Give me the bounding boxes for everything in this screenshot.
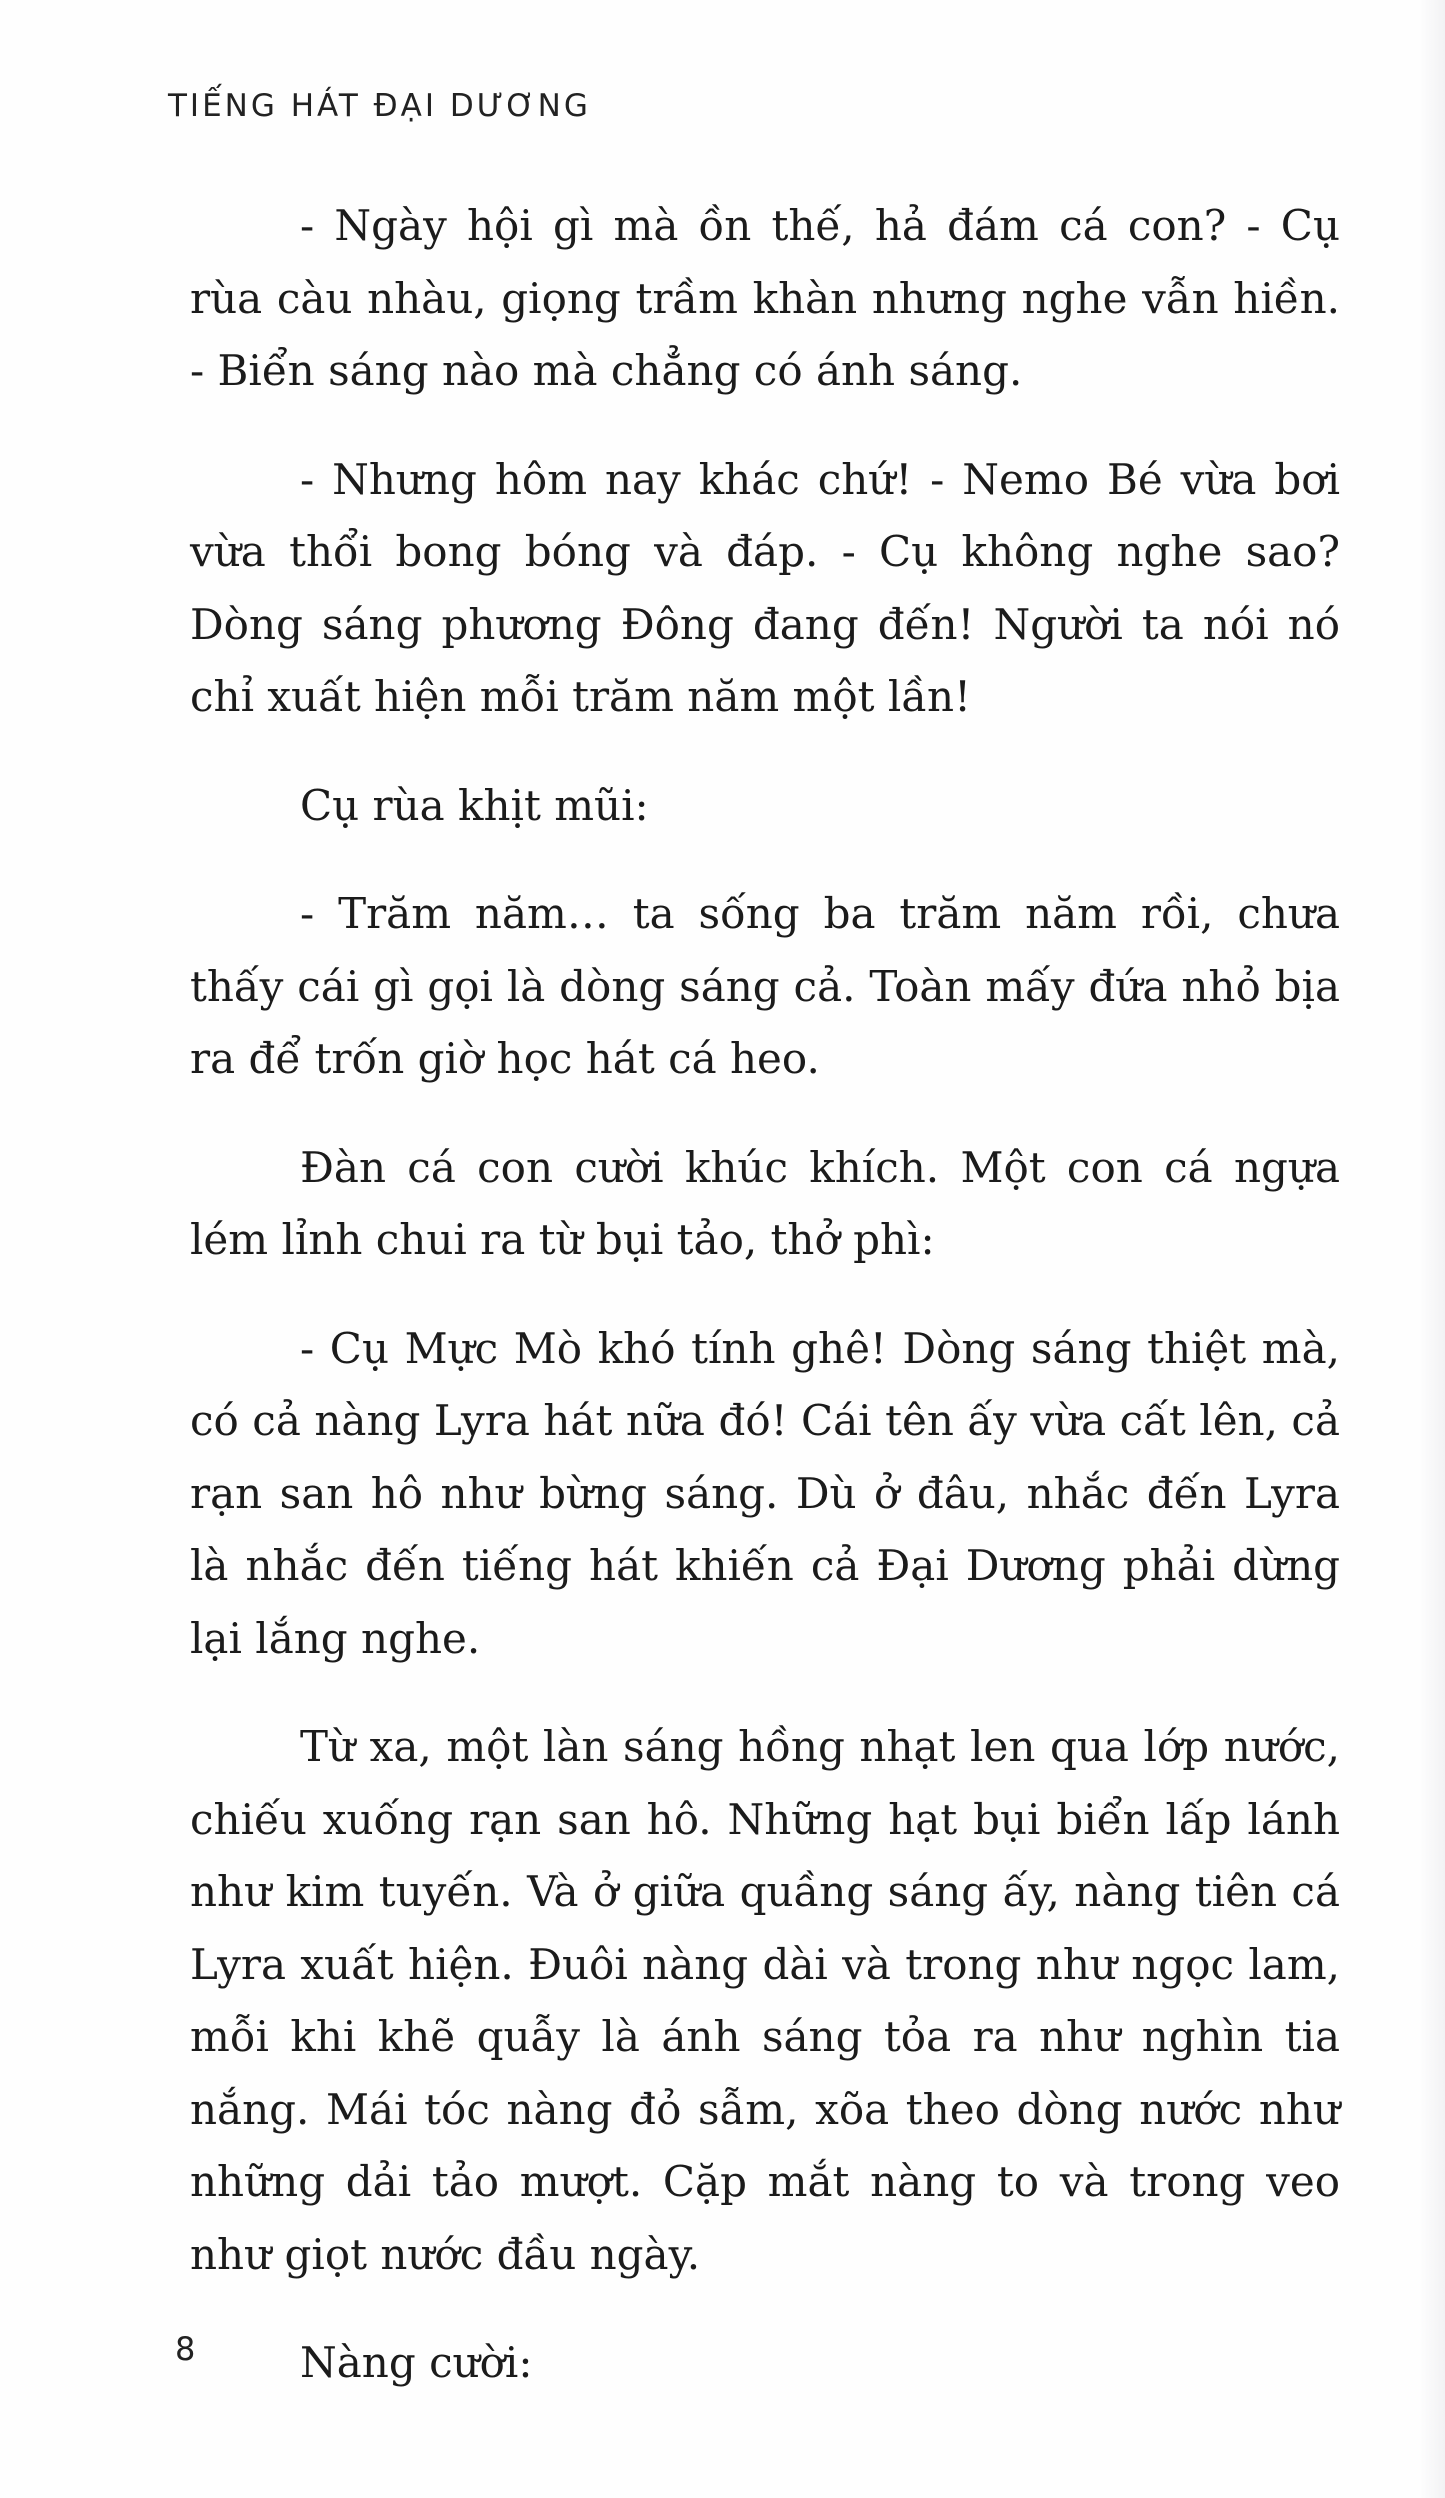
paragraph: Từ xa, một làn sáng hồng nhạt len qua lớp nước, chiếu xuống rạn san hô. Những hạt bụi biển lấp lánh như kim tuyến. Và ở giữa quầng sáng ấy, nàng tiên cá Lyra xuất hiện. Đuôi nàng dài và trong như ngọc lam, mỗi khi khẽ quẫy là ánh sáng tỏa ra như nghìn tia nắng. Mái tóc nàng đỏ sẫm, xõa theo dòng nước như những dải tảo mượt. Cặp mắt nàng to và trong veo như giọt nước đầu ngày. [190, 1722, 1340, 2279]
paragraph: Cụ rùa khịt mũi: [300, 780, 649, 830]
body-text [190, 190, 1340, 2436]
paragraph: - Trăm năm… ta sống ba trăm năm rồi, chưa thấy cái gì gọi là dòng sáng cả. Toàn mấy đứa nhỏ bịa ra để trốn giờ học hát cá heo. [190, 889, 1340, 1083]
page-number: 8 [175, 2330, 196, 2368]
paragraph: - Ngày hội gì mà ồn thế, hả đám cá con? - Cụ rùa càu nhàu, giọng trầm khàn nhưng nghe vẫn hiền. - Biển sáng nào mà chẳng có ánh sáng. [190, 201, 1340, 395]
paragraph: - Cụ Mực Mò khó tính ghê! Dòng sáng thiệt mà, có cả nàng Lyra hát nữa đó! Cái tên ấy vừa cất lên, cả rạn san hô như bừng sáng. Dù ở đâu, nhắc đến Lyra là nhắc đến tiếng hát khiến cả Đại Dương phải dừng lại lắng nghe. [190, 1323, 1340, 1663]
paragraph: - Nhưng hôm nay khác chứ! - Nemo Bé vừa bơi vừa thổi bong bóng và đáp. - Cụ không nghe sao? Dòng sáng phương Đông đang đến! Người ta nói nó chỉ xuất hiện mỗi trăm năm một lần! [190, 454, 1340, 721]
paragraph: Đàn cá con cười khúc khích. Một con cá ngựa lém lỉnh chui ra từ bụi tảo, thở phì: [190, 1142, 1340, 1264]
running-header: TIẾNG HÁT ĐẠI DƯƠNG [168, 88, 591, 124]
page-edge-shadow [1419, 0, 1445, 2498]
paragraph: Nàng cười: [300, 2338, 533, 2387]
